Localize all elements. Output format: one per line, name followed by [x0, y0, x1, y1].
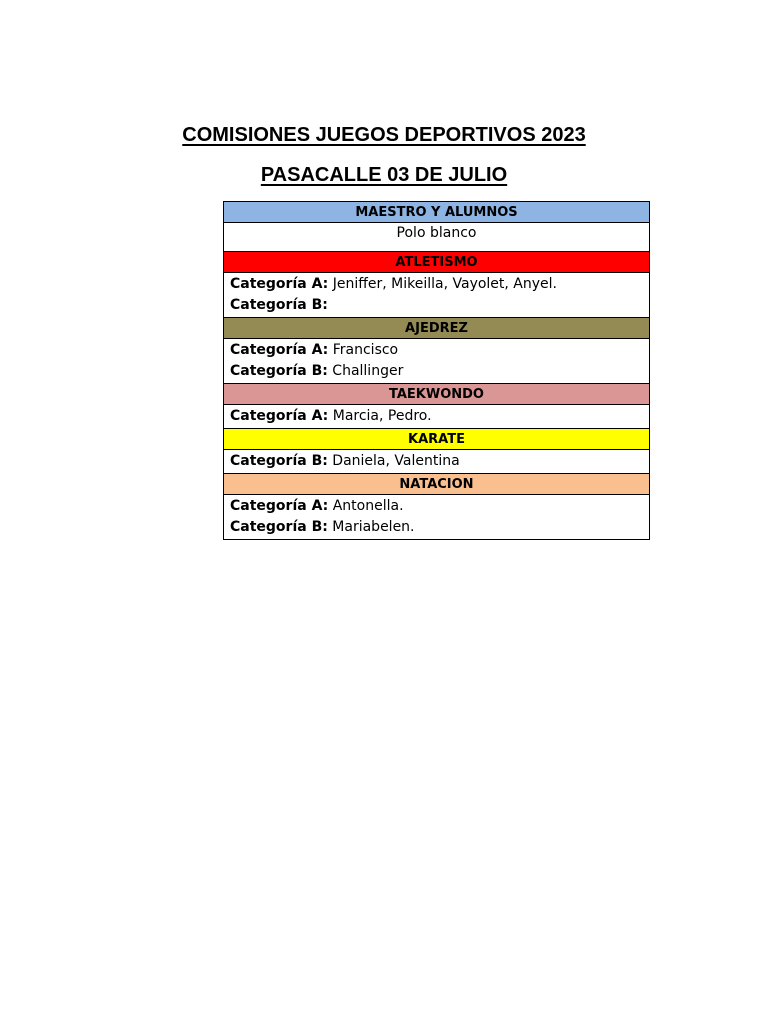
section-heading: NATACION: [224, 474, 650, 495]
category-value: Marcia, Pedro.: [332, 408, 432, 424]
section-body-atletismo: [224, 273, 650, 318]
category-line: [230, 496, 643, 517]
page-subtitle: [0, 164, 768, 187]
section-heading: TAEKWONDO: [224, 384, 650, 405]
category-line: [230, 340, 643, 361]
section-body-natacion: [224, 495, 650, 540]
title-text: COMISIONES JUEGOS DEPORTIVOS 2023: [182, 124, 586, 146]
category-line: [230, 274, 643, 295]
category-label: Categoría A:: [230, 276, 329, 292]
subtitle-text: PASACALLE 03 DE JULIO: [260, 164, 508, 186]
section-header-atletismo: [224, 252, 650, 273]
category-line: [230, 361, 643, 382]
category-line: [230, 517, 643, 538]
category-label: Categoría B:: [230, 363, 328, 379]
category-value: Challinger: [332, 363, 404, 379]
page-title: [0, 124, 768, 147]
section-header-natacion: [224, 474, 650, 495]
section-heading: MAESTRO Y ALUMNOS: [224, 202, 650, 223]
category-line: [230, 406, 643, 427]
section-header-karate: [224, 429, 650, 450]
category-label: Categoría B:: [230, 519, 328, 535]
section-cell: [224, 405, 650, 429]
category-label: Categoría B:: [230, 453, 328, 469]
section-cell: [224, 273, 650, 318]
section-heading: KARATE: [224, 429, 650, 450]
section-cell: [224, 495, 650, 540]
category-line: [230, 451, 643, 472]
section-header-ajedrez: [224, 318, 650, 339]
section-body-karate: [224, 450, 650, 474]
category-value: Antonella.: [332, 498, 404, 514]
category-label: Categoría A:: [230, 408, 329, 424]
category-label: Categoría A:: [230, 498, 329, 514]
section-heading: ATLETISMO: [224, 252, 650, 273]
section-header-maestro: [224, 202, 650, 223]
category-value: Jeniffer, Mikeilla, Vayolet, Anyel.: [332, 276, 557, 292]
category-value: Francisco: [332, 342, 399, 358]
section-body-ajedrez: [224, 339, 650, 384]
category-line: [230, 295, 643, 316]
section-cell: [224, 339, 650, 384]
section-body-taekwondo: [224, 405, 650, 429]
category-value: Daniela, Valentina: [332, 453, 460, 469]
category-value: Mariabelen.: [332, 519, 415, 535]
section-heading: AJEDREZ: [224, 318, 650, 339]
section-cell: [224, 450, 650, 474]
section-note: Polo blanco: [224, 223, 650, 252]
commissions-table: [223, 201, 650, 540]
category-label: Categoría B:: [230, 297, 328, 313]
section-note-row: [224, 223, 650, 252]
category-label: Categoría A:: [230, 342, 329, 358]
section-header-taekwondo: [224, 384, 650, 405]
